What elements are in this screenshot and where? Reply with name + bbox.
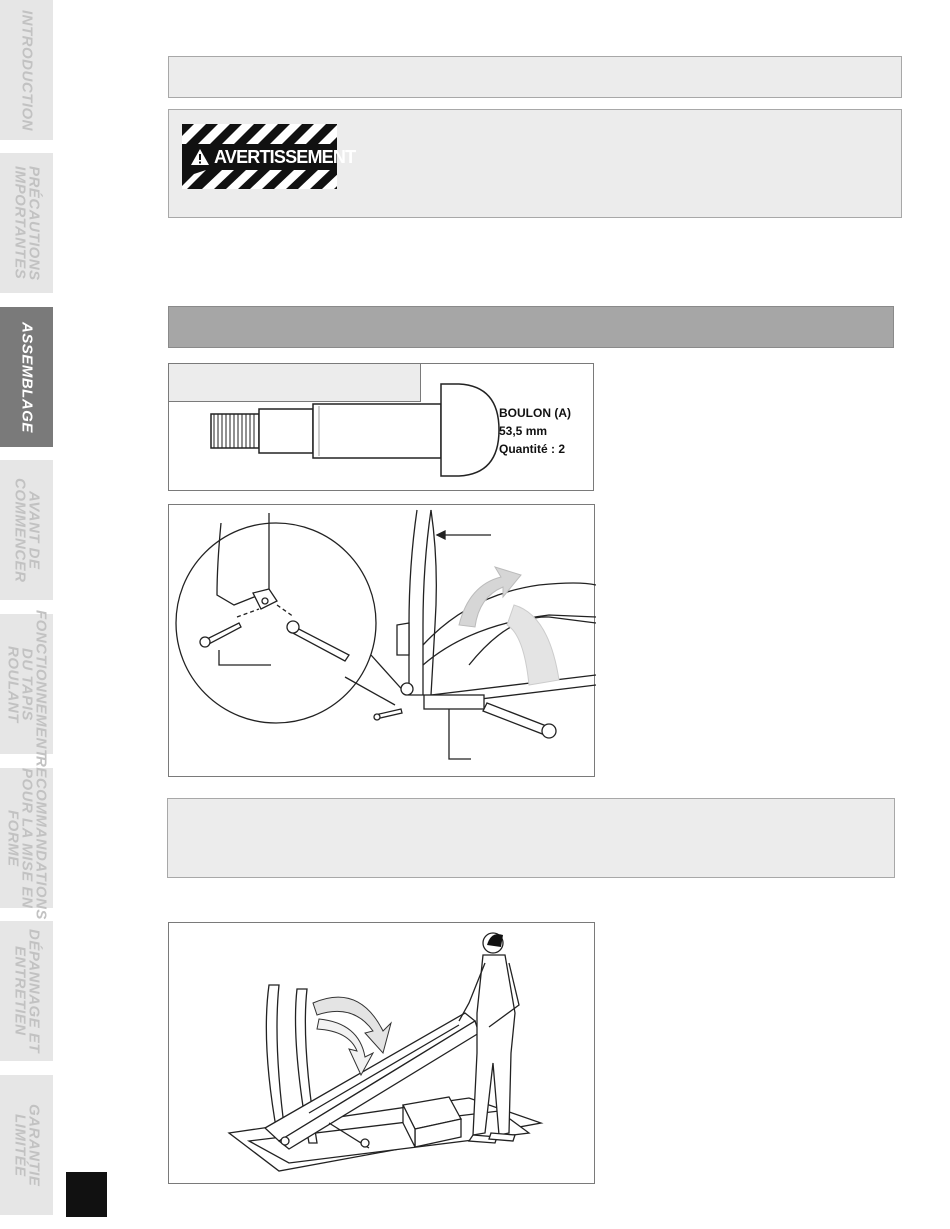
bolt-name: BOULON (A) — [499, 406, 571, 420]
sidebar-tab-introduction[interactable] — [0, 0, 53, 140]
sidebar-tab-label: RECOMMANDATIONS POUR LA MISE EN FORME — [4, 756, 50, 920]
warning-badge — [182, 124, 356, 189]
sidebar-tab-label: ASSEMBLAGE — [18, 321, 36, 433]
bolt-quantity: Quantité : 2 — [499, 442, 566, 456]
sidebar-tab-precautions[interactable] — [0, 153, 53, 293]
treadmill-lowering-illustration — [169, 923, 596, 1185]
warning-label: AVERTISSEMENT — [214, 147, 356, 167]
lowering-figure — [168, 922, 595, 1184]
bolt-spec — [499, 404, 571, 458]
sidebar-tab-assemblage[interactable] — [0, 307, 53, 447]
header-bar — [168, 56, 902, 98]
sidebar-tab-label: INTRODUCTION — [18, 9, 36, 131]
sidebar-tab-label: AVANT DE COMMENCER — [11, 477, 43, 583]
sidebar-tab-label: FONCTIONNEMENT DU TAPIS ROULANT — [4, 609, 50, 759]
sidebar-tab-garantie[interactable] — [0, 1075, 53, 1215]
sidebar-tab-label: PRÉCAUTIONS IMPORTANTES — [11, 165, 43, 281]
hardware-box — [168, 363, 594, 491]
page-number-marker — [66, 1172, 107, 1217]
warning-triangle-icon — [190, 148, 210, 166]
sidebar-tab-fonctionnement[interactable] — [0, 609, 53, 759]
sidebar-tab-depannage[interactable] — [0, 921, 53, 1061]
sidebar-tab-recommandations[interactable] — [0, 756, 53, 920]
instruction-panel — [167, 798, 895, 878]
section-header-bar — [168, 306, 894, 348]
warning-label-bar — [182, 144, 356, 170]
sidebar-tab-label: DÉPANNAGE ET ENTRETIEN — [11, 928, 43, 1054]
sidebar-tab-avant-de-commencer[interactable] — [0, 460, 53, 600]
assembly-figure — [168, 504, 595, 777]
bolt-size: 53,5 mm — [499, 424, 548, 438]
upright-attachment-illustration — [169, 505, 596, 778]
sidebar-tab-label: GARANTIE LIMITÉE — [11, 1103, 43, 1187]
